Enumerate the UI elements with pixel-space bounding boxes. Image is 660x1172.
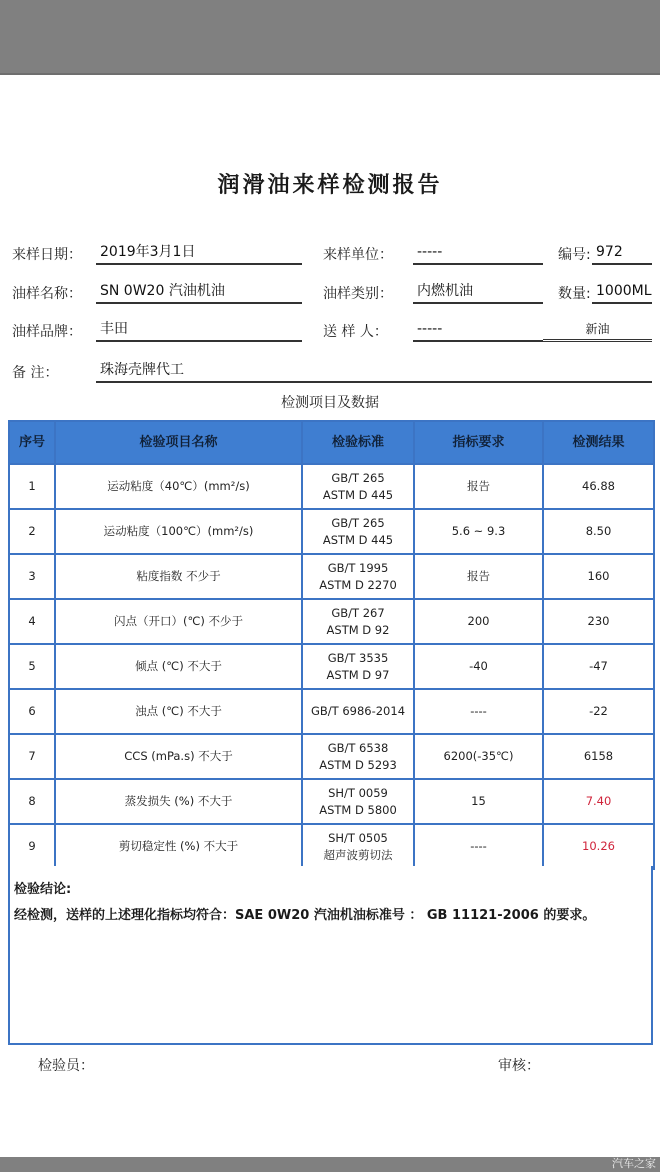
serial-no-label: 编号: <box>558 247 591 263</box>
standard-line-2: ASTM D 92 <box>326 622 390 637</box>
row-no: 1 <box>9 464 55 509</box>
row-requirement: 报告 <box>414 464 543 509</box>
conclusion-heading: 检验结论: <box>14 882 72 897</box>
row-no: 3 <box>9 554 55 599</box>
row-item: 粘度指数 不少于 <box>55 554 302 599</box>
row-requirement: 报告 <box>414 554 543 599</box>
row-result-highlighted: 10.26 <box>543 824 654 869</box>
sample-date-value: 2019年3月1日 <box>96 243 302 265</box>
row-requirement: 6200(-35℃) <box>414 734 543 779</box>
header-requirement: 指标要求 <box>414 421 543 464</box>
conclusion-text: 经检测，送样的上述理化指标均符合：SAE 0W20 汽油机油标准号 ： GB 11121-2006 的要求。 <box>14 908 596 923</box>
row-item: 浊点 (℃) 不大于 <box>55 689 302 734</box>
standard-line-1: GB/T 265 <box>331 470 385 485</box>
standard-line-1: GB/T 3535 <box>327 650 389 665</box>
standard-line-1: SH/T 0059 <box>328 785 388 800</box>
row-requirement: ---- <box>414 689 543 734</box>
row-no: 6 <box>9 689 55 734</box>
sample-date-label: 来样日期： <box>12 247 82 263</box>
standard-line-1: GB/T 1995 <box>327 560 389 575</box>
header-standard: 检验标准 <box>302 421 414 464</box>
watermark-text: 汽车之家 <box>612 1157 656 1170</box>
row-requirement: 200 <box>414 599 543 644</box>
remarks-value: 珠海壳牌代工 <box>96 361 652 383</box>
table-row <box>9 599 654 644</box>
reviewer-label: 审核： <box>498 1058 540 1074</box>
table-row <box>9 554 654 599</box>
standard-line-1: GB/T 6538 <box>327 740 389 755</box>
oil-name-label: 油样名称： <box>12 286 82 302</box>
quantity-label: 数量: <box>558 286 591 302</box>
quantity-value: 1000ML <box>592 282 652 304</box>
inspector-label: 检验员： <box>38 1058 94 1074</box>
row-result: 230 <box>543 599 654 644</box>
bottom-gray-bar <box>0 1157 660 1172</box>
row-result: 6158 <box>543 734 654 779</box>
row-item: 闪点（开口）(℃) 不少于 <box>55 599 302 644</box>
standard-line-1: GB/T 6986-2014 <box>310 704 406 718</box>
table-row <box>9 689 654 734</box>
test-data-table <box>8 420 655 870</box>
row-item: 倾点 (℃) 不大于 <box>55 644 302 689</box>
standard-line-2: ASTM D 97 <box>326 667 390 682</box>
oil-name-value: SN 0W20 汽油机油 <box>96 282 302 304</box>
sample-unit-label: 来样单位： <box>323 247 393 263</box>
row-no: 2 <box>9 509 55 554</box>
row-no: 7 <box>9 734 55 779</box>
row-standard <box>302 554 414 599</box>
row-result: 8.50 <box>543 509 654 554</box>
row-item: 蒸发损失 (%) 不大于 <box>55 779 302 824</box>
row-standard <box>302 464 414 509</box>
table-header-row <box>9 421 654 464</box>
row-no: 5 <box>9 644 55 689</box>
row-result-highlighted: 7.40 <box>543 779 654 824</box>
row-requirement: 5.6 ~ 9.3 <box>414 509 543 554</box>
standard-line-1: GB/T 265 <box>331 515 385 530</box>
row-standard <box>302 509 414 554</box>
report-title: 润滑油来样检测报告 <box>217 172 443 198</box>
header-result: 检测结果 <box>543 421 654 464</box>
row-standard <box>302 824 414 869</box>
sample-unit-value: ----- <box>413 243 543 265</box>
standard-line-2: 超声波剪切法 <box>323 847 393 862</box>
section-title: 检测项目及数据 <box>281 395 379 411</box>
remarks-label: 备 注： <box>12 365 59 381</box>
table-row <box>9 779 654 824</box>
oil-brand-label: 油样品牌： <box>12 324 82 340</box>
standard-line-2: ASTM D 2270 <box>319 577 397 592</box>
table-row <box>9 509 654 554</box>
row-standard <box>302 644 414 689</box>
row-requirement: 15 <box>414 779 543 824</box>
row-no: 4 <box>9 599 55 644</box>
row-no: 8 <box>9 779 55 824</box>
row-requirement: -40 <box>414 644 543 689</box>
standard-line-1: SH/T 0505 <box>328 830 388 845</box>
row-standard <box>302 779 414 824</box>
table-row <box>9 824 654 869</box>
sender-label: 送 样 人： <box>323 324 388 340</box>
row-result: -22 <box>543 689 654 734</box>
row-standard <box>302 689 414 734</box>
row-standard <box>302 734 414 779</box>
oil-brand-value: 丰田 <box>96 320 302 342</box>
serial-no-value: 972 <box>592 243 652 265</box>
standard-line-2: ASTM D 445 <box>322 532 394 547</box>
standard-line-2: ASTM D 5800 <box>319 802 397 817</box>
standard-line-2: ASTM D 5293 <box>319 757 397 772</box>
standard-line-1: GB/T 267 <box>331 605 385 620</box>
table-row <box>9 464 654 509</box>
row-requirement: ---- <box>414 824 543 869</box>
header-no: 序号 <box>9 421 55 464</box>
row-item: 剪切稳定性 (%) 不大于 <box>55 824 302 869</box>
top-gray-bar <box>0 0 660 75</box>
oil-state-value: 新油 <box>543 320 652 342</box>
row-item: 运动粘度（100℃）(mm²/s) <box>55 509 302 554</box>
oil-type-label: 油样类别： <box>323 286 393 302</box>
sender-value: ----- <box>413 320 543 342</box>
table-row <box>9 734 654 779</box>
row-result: 160 <box>543 554 654 599</box>
oil-type-value: 内燃机油 <box>413 282 543 304</box>
standard-line-2: ASTM D 445 <box>322 487 394 502</box>
header-item: 检验项目名称 <box>55 421 302 464</box>
row-result: 46.88 <box>543 464 654 509</box>
table-row <box>9 644 654 689</box>
row-item: 运动粘度（40℃）(mm²/s) <box>55 464 302 509</box>
conclusion-box <box>8 866 653 1045</box>
row-item: CCS (mPa.s) 不大于 <box>55 734 302 779</box>
row-result: -47 <box>543 644 654 689</box>
row-no: 9 <box>9 824 55 869</box>
row-standard <box>302 599 414 644</box>
